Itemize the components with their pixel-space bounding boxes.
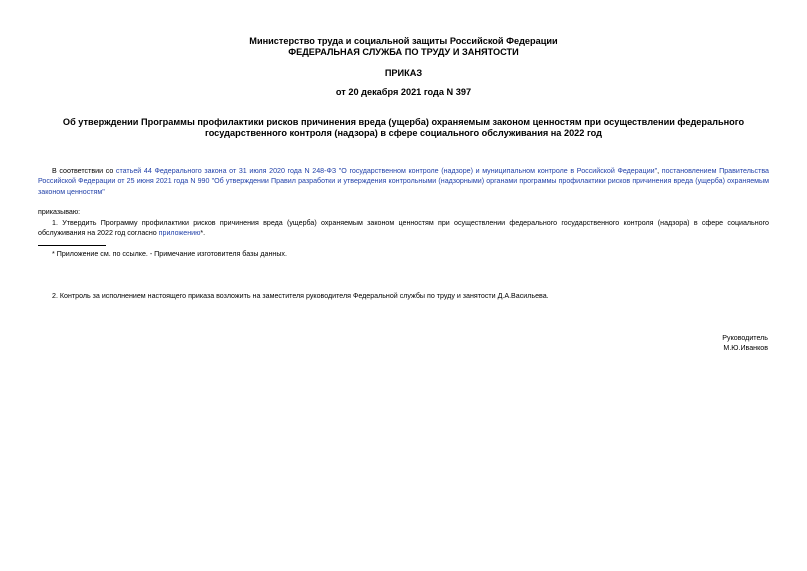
footnote-text: * Приложение см. по ссылке. - Примечание изготовителя базы данных.	[52, 250, 287, 258]
item-1-text: 1. Утвердить Программу профилактики рисков причинения вреда (ущерба) охраняемым законом ценностям при осуществлении федерального государственного контроля (надзора) в сфере социального обслуживания на 2022 год согласно	[38, 219, 769, 238]
footnote-divider	[38, 245, 106, 246]
signature-name: М.Ю.Иванков	[723, 344, 768, 352]
item-1-paragraph	[38, 218, 769, 239]
item-2-paragraph: 2. Контроль за исполнением настоящего приказа возложить на заместителя руководителя Федеральной службы по труду и занятости Д.А.Васильева.	[52, 292, 549, 300]
preamble-prefix: В соответствии со	[52, 167, 116, 175]
preamble-paragraph	[38, 166, 769, 197]
document-date-number: от 20 декабря 2021 года N 397	[335, 87, 472, 97]
item-1-suffix: *.	[200, 229, 206, 238]
document-type: ПРИКАЗ	[384, 68, 423, 78]
document-title-line-2: государственного контроля (надзора) в сфере социального обслуживания на 2022 год	[204, 128, 602, 138]
preamble-separator: ,	[657, 167, 662, 175]
ministry-heading: Министерство труда и социальной защиты Российской Федерации	[249, 36, 558, 46]
orders-word: приказываю:	[38, 208, 81, 216]
signature-position: Руководитель	[722, 334, 768, 342]
law-248-fz-link[interactable]: статьей 44 Федерального закона от 31 июля 2020 года N 248-ФЗ "О государственном контроле (надзоре) и муниципальном контроле в Российской Федерации"	[115, 167, 658, 175]
appendix-link[interactable]: приложению	[158, 229, 201, 238]
government-decree-990-link[interactable]: постановлением Правительства Российской Федерации от 25 июня 2021 года N 990 "Об утверждении Правил разработки и утверждения контрольными (надзорными) органами программы профилактики рисков причинения вреда (ущерба) охраняемым законом ценностям"	[38, 167, 769, 196]
service-heading: ФЕДЕРАЛЬНАЯ СЛУЖБА ПО ТРУДУ И ЗАНЯТОСТИ	[288, 47, 519, 57]
document-title-line-1: Об утверждении Программы профилактики рисков причинения вреда (ущерба) охраняемым законом ценностям при осуществлении федерального	[62, 117, 745, 127]
